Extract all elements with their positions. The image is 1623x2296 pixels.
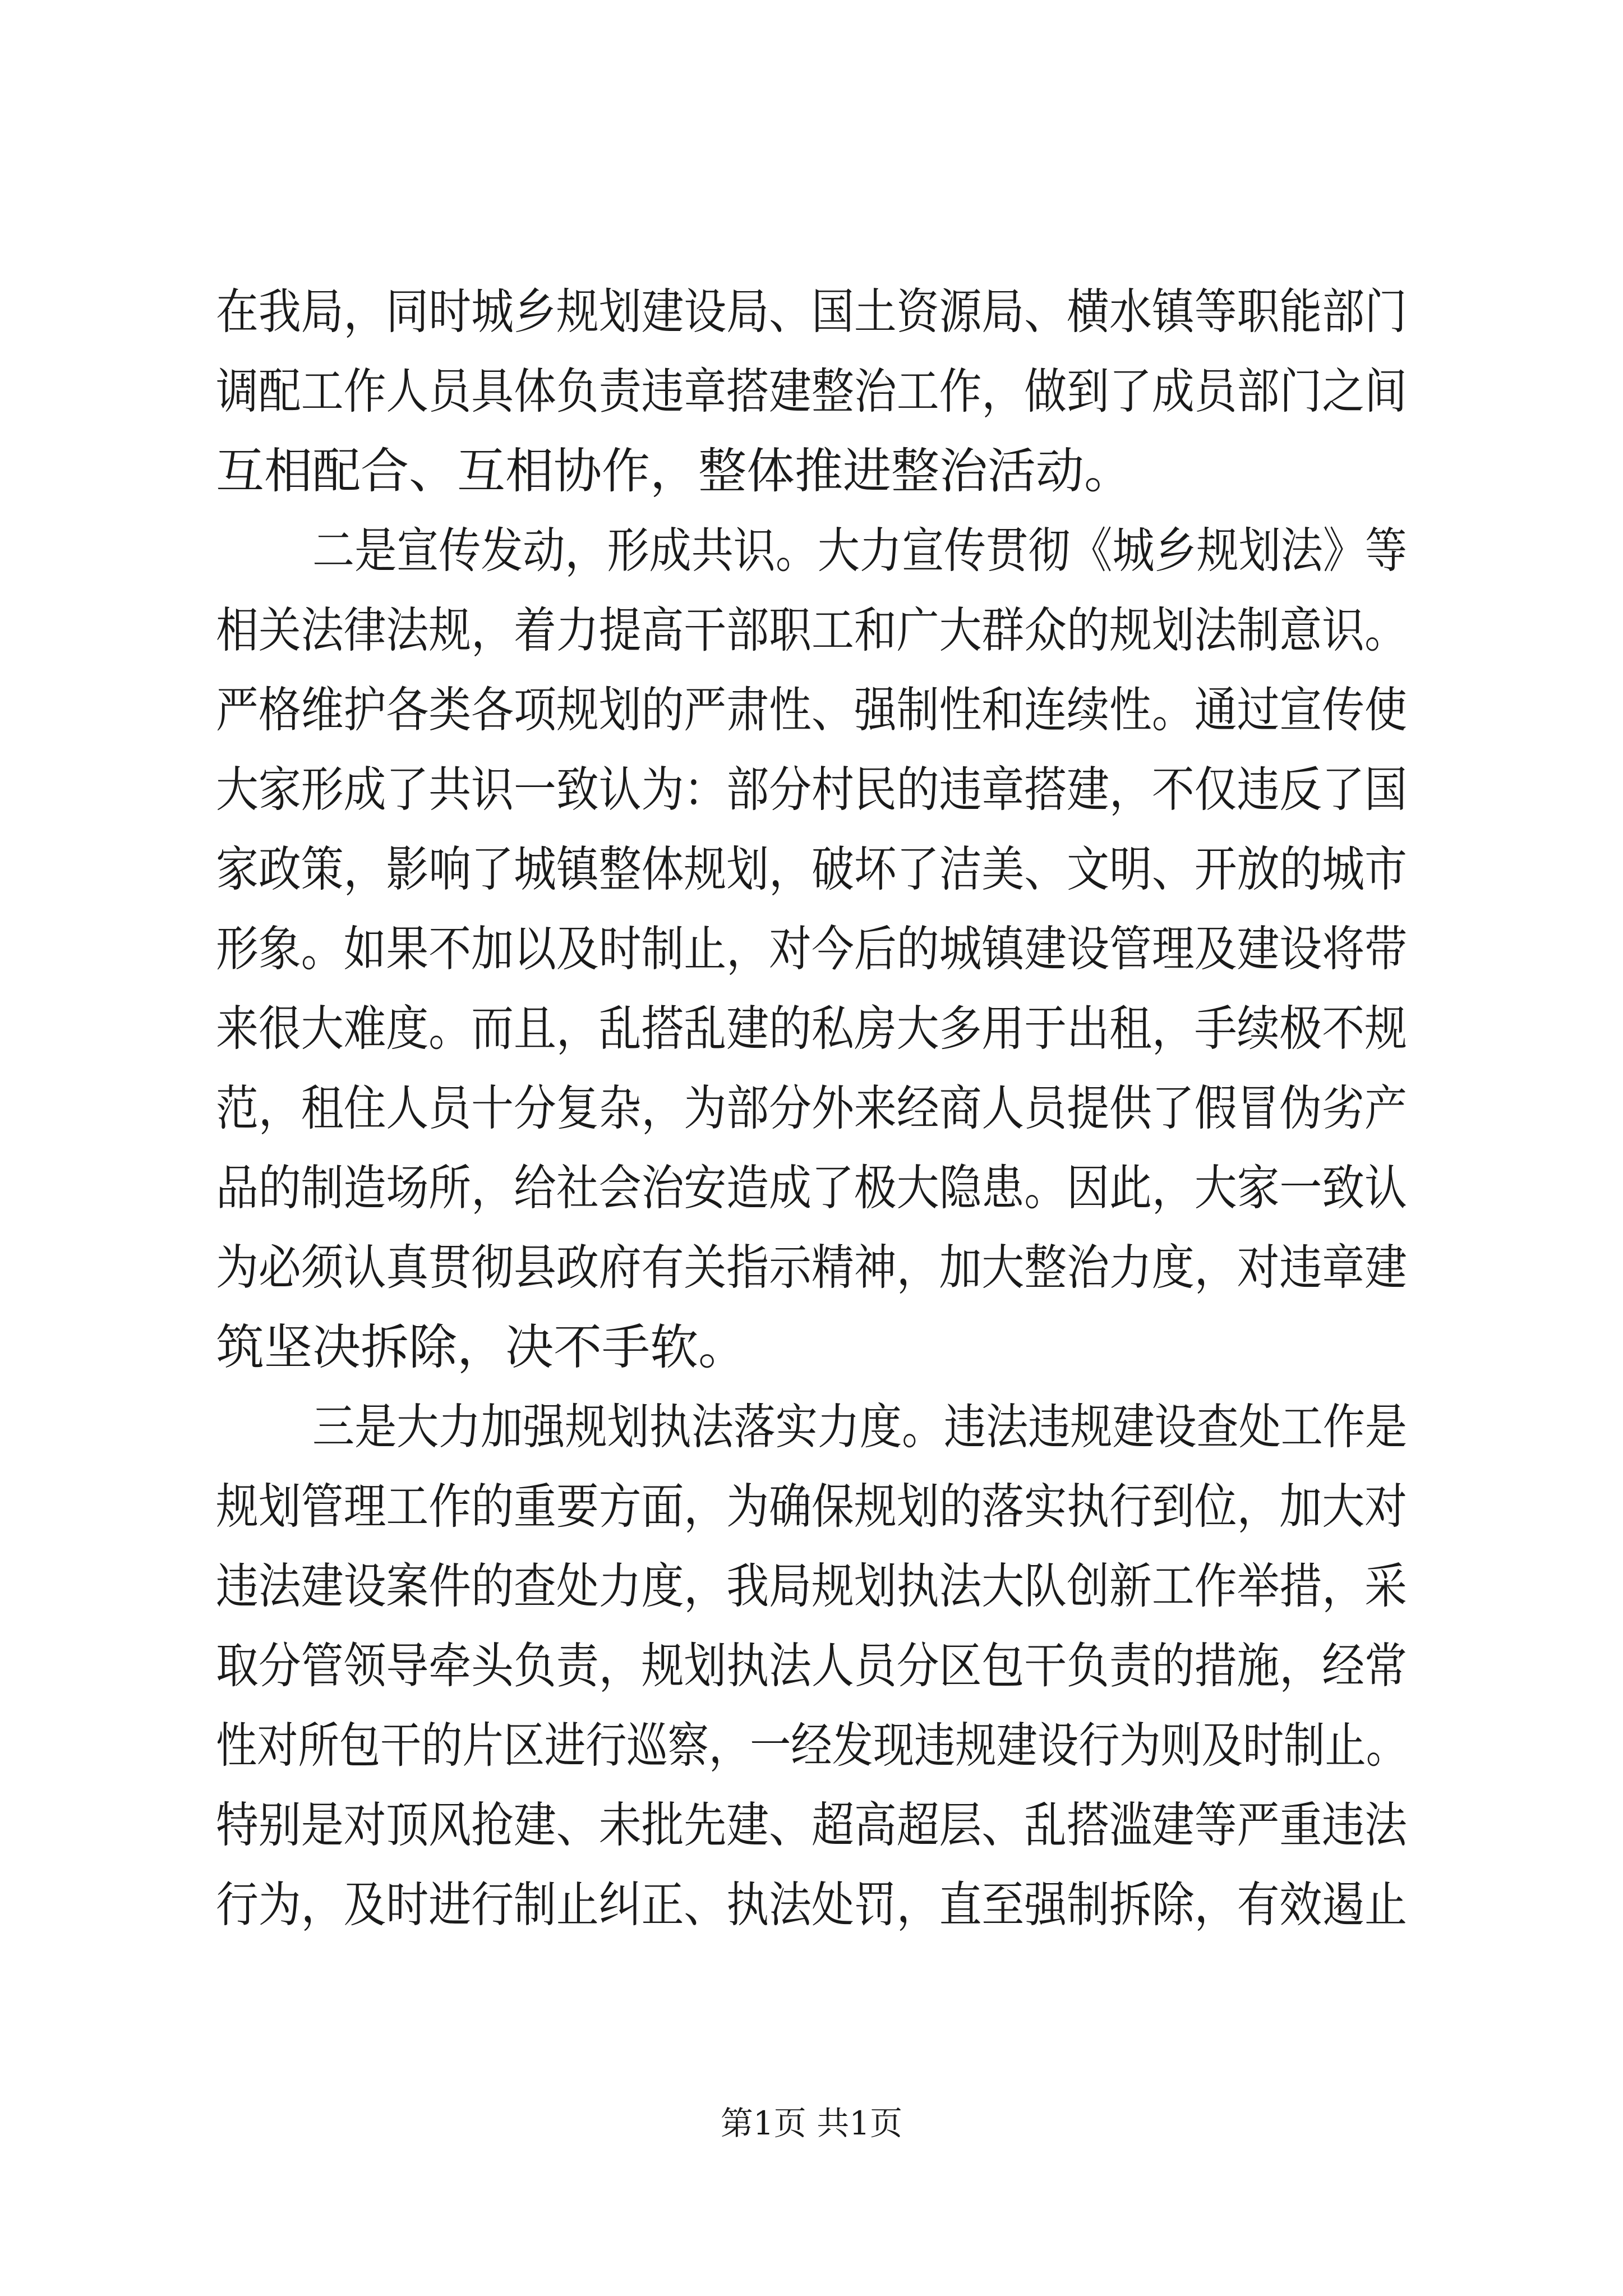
paragraph-first-line: 三是大力加强规划执法落实力度。违法违规建设查处工作是 — [312, 1399, 1407, 1455]
text-line: 性对所包干的片区进行巡察，一经发现违规建设行为则及时制止。 — [216, 1718, 1407, 1774]
text-line: 来很大难度。而且，乱搭乱建的私房大多用于出租，手续极不规 — [216, 1001, 1407, 1057]
text-line: 行为，及时进行制止纠正、执法处罚，直至强制拆除，有效遏止 — [216, 1877, 1407, 1933]
paragraph-first-line: 二是宣传发动，形成共识。大力宣传贯彻《城乡规划法》等 — [312, 523, 1407, 579]
text-line: 特别是对顶风抢建、未批先建、超高超层、乱搭滥建等严重违法 — [216, 1797, 1407, 1853]
text-line: 相关法律法规，着力提高干部职工和广大群众的规划法制意识。 — [216, 602, 1407, 659]
text-line: 为必须认真贯彻县政府有关指示精神，加大整治力度，对违章建 — [216, 1240, 1407, 1296]
text-line: 违法建设案件的查处力度，我局规划执法大队创新工作举措，采 — [216, 1558, 1407, 1614]
text-line: 筑坚决拆除，决不手软。 — [216, 1319, 746, 1375]
page-number-footer: 第1页 共1页 — [720, 2104, 903, 2142]
text-line: 严格维护各类各项规划的严肃性、强制性和连续性。通过宣传使 — [216, 682, 1407, 738]
text-line: 家政策，影响了城镇整体规划，破坏了洁美、文明、开放的城市 — [216, 841, 1407, 898]
text-line: 互相配合、互相协作，整体推进整治活动。 — [216, 443, 1132, 499]
text-line: 在我局，同时城乡规划建设局、国土资源局、横水镇等职能部门 — [216, 284, 1407, 340]
text-line: 调配工作人员具体负责违章搭建整治工作，做到了成员部门之间 — [216, 364, 1407, 420]
text-line: 取分管领导牵头负责，规划执法人员分区包干负责的措施，经常 — [216, 1638, 1407, 1694]
text-line: 形象。如果不加以及时制止，对今后的城镇建设管理及建设将带 — [216, 921, 1407, 977]
text-line: 规划管理工作的重要方面，为确保规划的落实执行到位，加大对 — [216, 1479, 1407, 1535]
text-line: 大家形成了共识一致认为：部分村民的违章搭建，不仅违反了国 — [216, 762, 1407, 818]
text-line: 范，租住人员十分复杂，为部分外来经商人员提供了假冒伪劣产 — [216, 1080, 1407, 1137]
text-line: 品的制造场所，给社会治安造成了极大隐患。因此，大家一致认 — [216, 1160, 1407, 1216]
